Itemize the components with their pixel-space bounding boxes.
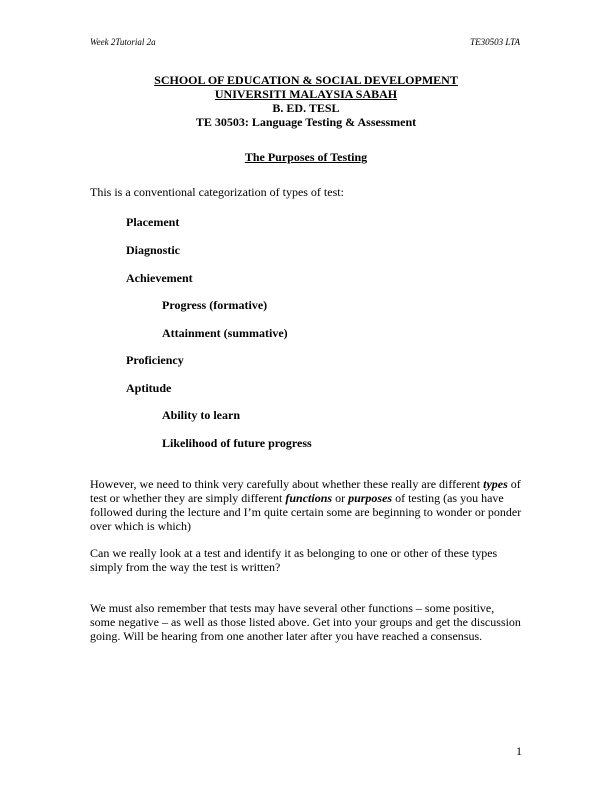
course-name: TE 30503: Language Testing & Assessment: [195, 115, 417, 129]
list-item-diagnostic: Diagnostic: [126, 243, 180, 257]
para1-text-4: of testing (as you have followed during the lecture and I’m quite certain some are beginning to wonder or ponder over which is which): [90, 491, 522, 533]
list-item-achievement: Achievement: [126, 271, 193, 285]
paragraph-identify-test: Can we really look at a test and identify it as belonging to one or other of these types simply from the way the test is written?: [90, 546, 498, 574]
list-item-aptitude: Aptitude: [126, 381, 172, 395]
intro-text: This is a conventional categorization of types of test:: [90, 185, 344, 199]
para1-text-3: or: [332, 491, 349, 505]
running-header-left: Week 2Tutorial 2a: [90, 37, 156, 47]
program-name: B. ED. TESL: [272, 101, 340, 115]
para1-text-1: However, we need to think very carefully about whether these really are different: [90, 477, 484, 491]
list-item-attainment: Attainment (summative): [162, 326, 288, 340]
list-item-proficiency: Proficiency: [126, 353, 184, 367]
paragraph-other-functions: We must also remember that tests may have several other functions – some positive, some negative – as well as those listed above. Get into your groups and get the discussion going. Will be hearing from one another later after you have reached a consensus.: [90, 601, 521, 643]
running-header-right: TE30503 LTA: [470, 37, 520, 47]
list-item-progress: Progress (formative): [162, 298, 268, 312]
section-title: The Purposes of Testing: [244, 150, 368, 164]
para1-text-2: of test or whether they are simply different: [90, 477, 521, 505]
emphasis-types: types: [483, 477, 508, 491]
title-block: [90, 73, 522, 129]
list-item-ability: Ability to learn: [162, 408, 240, 422]
emphasis-purposes: purposes: [348, 491, 393, 505]
list-item-placement: Placement: [126, 215, 180, 229]
school-name: SCHOOL OF EDUCATION & SOCIAL DEVELOPMENT: [154, 73, 458, 87]
page-number: 1: [516, 744, 522, 758]
paragraph-types-vs-functions: [90, 477, 522, 533]
university-name: UNIVERSITI MALAYSIA SABAH: [214, 87, 398, 101]
list-item-likelihood: Likelihood of future progress: [162, 436, 312, 450]
emphasis-functions: functions: [285, 491, 333, 505]
